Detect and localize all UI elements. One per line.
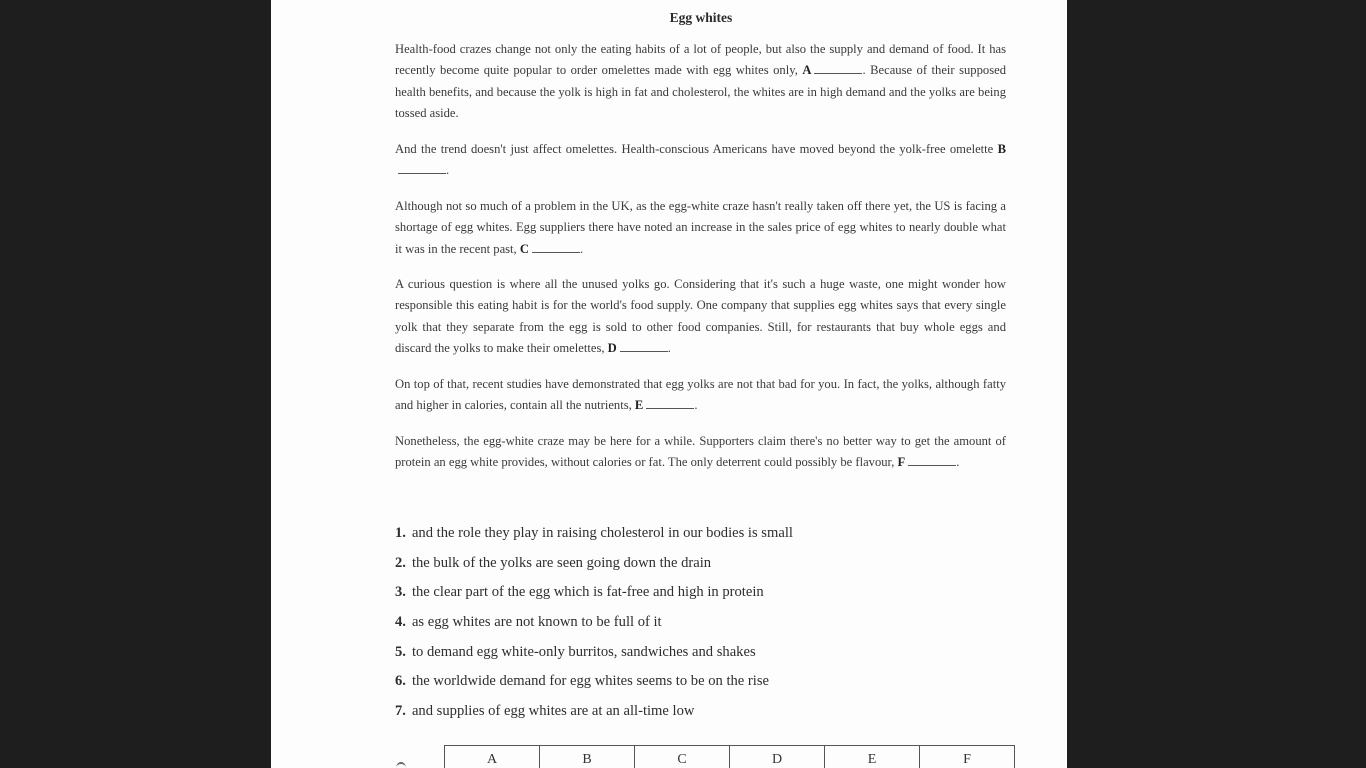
paragraph-text: On top of that, recent studies have demonstrated that egg yolks are not that bad for you. In fact, the yolks, although fatty and higher in calories, contain all the nutrients, <box>395 377 1006 413</box>
answer-table <box>444 745 1015 768</box>
gap-label-b: B <box>997 142 1006 156</box>
answer-column-a[interactable]: A <box>445 746 540 768</box>
paragraph-e <box>395 374 1006 417</box>
paragraph-text: A curious question is where all the unused yolks go. Considering that it's such a huge waste, one might wonder how responsible this eating habit is for the world's food supply. One company that supplies egg whites says that every single yolk that they separate from the egg is sold to other food companies. Still, for restaurants that buy whole eggs and discard the yolks to make their omelettes, <box>395 277 1006 355</box>
paragraph-a <box>395 39 1006 124</box>
option-item <box>395 549 1035 579</box>
gap-period: . <box>956 455 960 470</box>
option-number: 2. <box>395 554 406 571</box>
paragraph-text: Nonetheless, the egg-white craze may be here for a while. Supporters claim there's no better way to get the amount of protein an egg white provides, without calories or fat. The only deterrent could possibly be flavour, <box>395 434 1006 470</box>
paragraph-f <box>395 431 1006 474</box>
option-text: as egg whites are not known to be full of it <box>411 614 662 631</box>
gap-period: . <box>667 340 671 355</box>
answer-column-c[interactable]: C <box>635 746 730 768</box>
option-number: 7. <box>395 703 406 720</box>
paragraph-text: And the trend doesn't just affect omelettes. Health-conscious Americans have moved beyond the yolk-free omelette <box>395 142 994 156</box>
gap-blank-d[interactable] <box>620 341 668 352</box>
option-number: 5. <box>395 643 406 660</box>
gap-blank-f[interactable] <box>908 455 956 466</box>
gap-blank-e[interactable] <box>646 398 694 409</box>
gap-label-c: C <box>519 241 529 256</box>
option-number: 1. <box>395 525 406 541</box>
gap-period: . <box>446 163 450 178</box>
gap-blank-a[interactable] <box>814 63 862 74</box>
gap-period: . <box>694 398 698 413</box>
document-page[interactable] <box>271 0 1067 768</box>
paragraph-b <box>395 139 1006 182</box>
answer-column-e[interactable]: E <box>825 746 920 768</box>
option-text: and the role they play in raising cholesterol in our bodies is small <box>411 525 793 541</box>
gap-label-f: F <box>897 455 906 470</box>
page-mark <box>396 762 406 768</box>
option-text: the bulk of the yolks are seen going down the drain <box>411 554 712 571</box>
paragraph-d <box>395 274 1006 359</box>
gap-label-a: A <box>802 63 812 78</box>
option-item <box>395 638 1035 668</box>
option-text: and supplies of egg whites are at an all-time low <box>411 703 695 720</box>
gap-label-e: E <box>634 398 644 413</box>
option-text: the clear part of the egg which is fat-free and high in protein <box>411 584 764 601</box>
option-item <box>395 519 1035 549</box>
answer-table-header-row <box>445 746 1015 768</box>
options-list <box>395 519 1035 727</box>
option-item <box>395 608 1035 638</box>
gap-label-d: D <box>607 340 617 355</box>
paragraph-text-after: Because of their supposed health benefits, and because the yolk is high in fat and cholesterol, the whites are in high demand and the yolks are being tossed aside. <box>395 63 1006 120</box>
answer-column-d[interactable]: D <box>730 746 825 768</box>
paragraph-c <box>395 196 1006 260</box>
answer-column-f[interactable]: F <box>920 746 1015 768</box>
option-item <box>395 578 1035 608</box>
option-number: 4. <box>395 614 406 631</box>
gap-blank-b[interactable] <box>398 163 446 174</box>
gap-period: . <box>579 241 584 256</box>
option-number: 6. <box>395 673 406 690</box>
gap-period: . <box>862 63 866 78</box>
gap-blank-c[interactable] <box>532 242 580 253</box>
option-item <box>395 697 1035 727</box>
option-item <box>395 667 1035 697</box>
page-title: Egg whites <box>669 10 733 25</box>
option-number: 3. <box>395 584 406 601</box>
option-text: to demand egg white-only burritos, sandwiches and shakes <box>411 643 756 660</box>
answer-column-b[interactable]: B <box>540 746 635 768</box>
option-text: the worldwide demand for egg whites seems to be on the rise <box>411 673 770 690</box>
paragraph-text: Although not so much of a problem in the UK, as the egg-white craze hasn't really taken off there yet, the US is facing a shortage of egg whites. Egg suppliers there have noted an increase in the sales price of egg whites to nearly double what it was in the recent past, <box>395 199 1006 256</box>
paragraph-text: Health-food crazes change not only the eating habits of a lot of people, but also the supply and demand of food. It has recently become quite popular to order omelettes made with egg whites only, <box>395 42 1006 78</box>
